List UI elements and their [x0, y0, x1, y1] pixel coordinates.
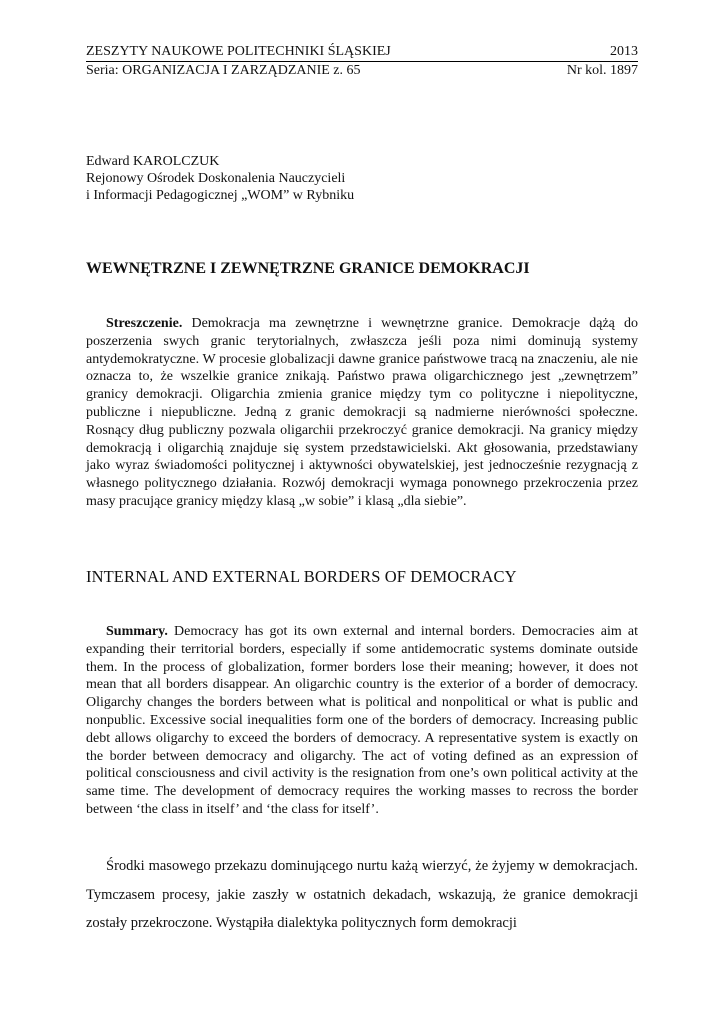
abstract-polish-text: Demokracja ma zewnętrzne i wewnętrzne granice. Demokracje dążą do poszerzenia swych granic terytorialnych, zwłaszcza jeśli poza nimi dominują systemy antydemokratyczne. W procesie globalizacji dawne granice państwowe tracą na znaczeniu, ale nie oznacza to, że wszelkie granice znikają. Państwo prawa oligarchicznego jest „zewnętrzem” granicy demokracji. Oligarchia zmienia granice między tym co polityczne i niepolityczne, publiczne i niepubliczne. Jedną z granic demokracji są nadmierne nierówności społeczne. Rosnący dług publiczny pozwala oligarchii przekroczyć granice demokracji. Na granicy między demokracją i oligarchią znajduje się system przedstawicielski. Akt głosowania, przedstawiany jako wyraz świadomości politycznej i aktywności obywatelskiej, jest jednocześnie rezygnacją z własnego politycznego działania. Rozwój demokracji wymaga ponownego przekroczenia przez masy pracujące granicy między klasą „w sobie” i klasą „dla siebie”.	[86, 316, 638, 509]
author-name: Edward KAROLCZUK	[86, 154, 220, 169]
running-header-top	[86, 43, 638, 60]
abstract-polish-label: Streszczenie.	[106, 316, 183, 331]
author-affiliation-2: i Informacji Pedagogicznej „WOM” w Rybniku	[86, 188, 355, 203]
abstract-english-text: Democracy has got its own external and internal borders. Democracies aim at expanding their territorial borders, especially if some antidemocratic systems dominate outside them. In the process of globalization, former borders lose their meaning; however, it does not mean that all borders disappear. An oligarchic country is the exterior of a border of democracy. Oligarchy changes the borders between what is political and nonpolitical or what is public and nonpublic. Excessive social inequalities form one of the borders of democracy. Increasing public debt allows oligarchy to exceed the borders of democracy. A representative system is exactly on the border between democracy and oligarchy. The act of voting defined as an expression of political consciousness and civil activity is the resignation from one’s own political activity at the same time. The development of democracy requires the working masses to recross the border between ‘the class in itself’ and ‘the class for itself’.	[86, 624, 638, 817]
abstract-english-label: Summary.	[106, 624, 168, 639]
journal-name: ZESZYTY NAUKOWE POLITECHNIKI ŚLĄSKIEJ	[86, 44, 391, 59]
journal-year: 2013	[610, 44, 638, 59]
author-block	[86, 153, 638, 204]
title-polish: WEWNĘTRZNE I ZEWNĘTRZNE GRANICE DEMOKRACJI	[86, 260, 530, 277]
issue-number: Nr kol. 1897	[566, 63, 638, 78]
running-header-bottom	[86, 62, 638, 79]
abstract-english	[86, 623, 638, 819]
title-english: INTERNAL AND EXTERNAL BORDERS OF DEMOCRACY	[86, 567, 517, 586]
series-name: Seria: ORGANIZACJA I ZARZĄDZANIE z. 65	[86, 63, 361, 78]
abstract-polish	[86, 315, 638, 511]
body-paragraph-text: Środki masowego przekazu dominującego nurtu każą wierzyć, że żyjemy w demokracjach. Tymczasem procesy, jakie zaszły w ostatnich dekadach, wskazują, że granice demokracji zostały przekroczone. Wystąpiła dialektyka politycznych form demokracji	[86, 858, 638, 932]
body-paragraph	[86, 852, 638, 938]
author-affiliation-1: Rejonowy Ośrodek Doskonalenia Nauczycieli	[86, 171, 346, 186]
